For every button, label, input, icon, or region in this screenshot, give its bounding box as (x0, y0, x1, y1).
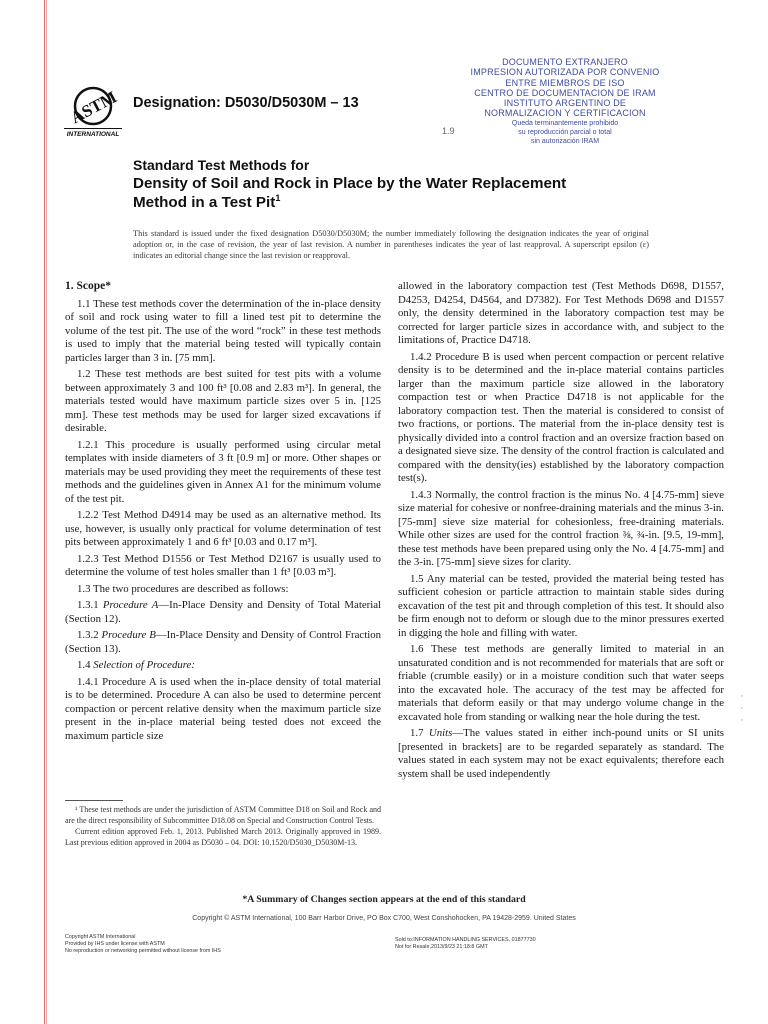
para-italic: Units (428, 727, 453, 739)
footnotes (65, 800, 381, 849)
license-line: Sold to:INFORMATION HANDLING SERVICES, 01877730 (395, 937, 536, 943)
stamp-small-line: su reproducción parcial o total (518, 128, 612, 136)
svg-text:ASTM: ASTM (67, 87, 120, 128)
footnote: Current edition approved Feb. 1, 2013. Published March 2013. Originally approved in 1989. Last previous edition approved in 2004 as D5030 – 04. DOI: 10.1520/D5030_D5030M-13. (65, 827, 381, 847)
title-line-2: Density of Soil and Rock in Place by the Water Replacement (133, 175, 567, 192)
stamp-line: ENTRE MIEMBROS DE ISO (505, 77, 625, 88)
title-line-3-text: Method in a Test Pit (133, 194, 276, 211)
license-line: Copyright ASTM International (65, 934, 136, 940)
paragraph (65, 599, 381, 626)
paragraph (65, 629, 381, 656)
paragraph (398, 727, 724, 781)
title-line-3 (133, 193, 566, 212)
title-line-1: Standard Test Methods for (133, 157, 310, 173)
para-italic: Selection of Procedure: (93, 659, 195, 671)
copyright-line: Copyright © ASTM International, 100 Barr Harbor Drive, PO Box C700, West Conshohocken, PA 19428-2959. United States (192, 915, 576, 922)
logo-text: INTERNATIONAL (66, 131, 120, 138)
stamp-small-line: Queda terminantemente prohibido (511, 119, 619, 127)
license-line: Provided by IHS under license with ASTM (65, 940, 165, 947)
paragraph: 1.2.3 Test Method D1556 or Test Method D2167 is usually used to determine the volume of test holes smaller than 1 ft³ [0.03 m³]. (65, 552, 381, 578)
paragraph: 1.1 These test methods cover the determination of the in-place density of soil and rock using water to fill a lined test pit to determine the volume of the test pit. The use of the word “rock” in these test methods is used to imply that the material being tested will typically contain particles larger than 3 in. [75 mm]. (65, 297, 381, 364)
paragraph: 1.6 These test methods are generally limited to material in an unsaturated condition and is not recommended for materials that are soft or friable (crumble easily) or in a moisture condition such that water seeps into the excavated hole. The accuracy of the test may be affected for materials that deform easily or that may undergo volume change in the excavated hole from standing or walking near the hole during the test. (398, 643, 724, 723)
designation-notice: This standard is issued under the fixed designation D5030/D5030M; the number immediately following the designation indicates the year of original adoption or, in the case of revision, the year of last revision. A number in parentheses indicates the year of last reapproval. A superscript epsilon (ε) indicates an editorial change since the last revision or reapproval. (133, 229, 649, 260)
document-title (133, 156, 566, 212)
para-text: —The values stated in either inch-pound units or SI units [presented in brackets] are to be regarded separately as standard. The values stated in each system may not be exact equivalents; therefore each system shall be used independently (398, 727, 724, 780)
left-column (65, 280, 381, 746)
para-number: 1.3.2 (77, 629, 102, 641)
astm-logo (60, 84, 126, 138)
stamp-small-line: sin autorización IRAM (530, 137, 600, 145)
paragraph: 1.5 Any material can be tested, provided the material being tested has sufficient cohesion or particle attraction to maintain stable sides during excavation of the test pit and through completion of this test. It should also be firm enough not to deform or slough due to the minor pressures exerted in digging the hole and filling with water. (398, 572, 724, 639)
para-number: 1.7 (410, 727, 429, 739)
para-italic: Procedure A (102, 599, 159, 611)
section-heading-scope: 1. Scope* (65, 280, 111, 292)
stamp-mark: 1.9 (442, 126, 455, 136)
footnote: ¹ These test methods are under the jurisdiction of ASTM Committee D18 on Soil and Rock and are the direct responsibility of Subcommittee D18.08 on Special and Construction Control Tests. (65, 805, 381, 825)
stamp-line: IMPRESION AUTORIZADA POR CONVENIO (470, 67, 660, 78)
paragraph: 1.4.3 Normally, the control fraction is the minus No. 4 [4.75-mm] sieve size material for cohesive or nonfree-draining materials and the minus 3-in. [75-mm] sieve size material for cohesionless, free-draining materials. While other sizes are used for the control fraction ⅜, ¾-in. [9.5, 19-mm], these test methods have been prepared using only the No. 4 [4.75-mm] and the 3-in. [75-mm] sieve sizes for clarity. (398, 488, 724, 568)
stamp-line: CENTRO DE DOCUMENTACION DE IRAM (474, 87, 656, 98)
license-line: No reproduction or networking permitted without license from IHS (65, 947, 221, 954)
paragraph: 1.4.2 Procedure B is used when percent compaction or percent relative density is to be determined and the in-place material contains particles larger than the maximum particle size allowed in the laboratory compaction test or when Practice D4718 is not applicable for the laboratory compaction test. Then the material is considered to consist of two fractions, or portions. The material from the in-place density test is physically divided into a control fraction and an oversize fraction based on a designated sieve size. The density of the control fraction is calculated and compared with the density(ies) established by the laboratory compaction test(s). (398, 350, 724, 484)
margin-redline-secondary (46, 0, 47, 1024)
footnote-rule (65, 800, 123, 801)
paragraph: 1.2.2 Test Method D4914 may be used as an alternative method. Its use, however, is usually only practical for volume determination of test pits between approximately 1 and 6 ft³ [0.03 and 0.17 m³]. (65, 509, 381, 548)
para-text: —In-Place Density and Density of Control Fraction (Section 13). (65, 629, 381, 655)
paragraph (65, 659, 381, 673)
para-number: 1.4 (77, 659, 94, 671)
stamp-line: INSTITUTO ARGENTINO DE (503, 98, 627, 109)
license-right (395, 937, 536, 951)
stamp (470, 57, 660, 146)
summary-note: *A Summary of Changes section appears at the end of this standard (242, 894, 526, 905)
license-left (65, 934, 221, 954)
right-column (398, 280, 724, 784)
stamp-line: DOCUMENTO EXTRANJERO (502, 57, 628, 67)
title-footnote-ref: 1 (275, 192, 281, 203)
para-italic: Procedure B (101, 629, 156, 641)
stamp-line: NORMALIZACION Y CERTIFICACION (484, 108, 646, 119)
paragraph: 1.3 The two procedures are described as follows: (77, 582, 289, 595)
paragraph: allowed in the laboratory compaction test (Test Methods D698, D1557, D4253, D4254, D4564, and D7382). For Test Methods D698 and D1557 only, the density determined in the laboratory compaction test may be corrected for larger particle sizes in accordance with, and subject to the limitations of, Practice D4718. (398, 280, 724, 346)
paragraph: 1.2 These test methods are best suited for test pits with a volume between approximately 3 and 100 ft³ [0.08 and 2.83 m³]. In general, the materials tested would have maximum particle sizes over 5 in. [125 mm]. These test methods may be used for larger sized excavations if desirable. (65, 368, 381, 434)
margin-redline (44, 0, 45, 1024)
paragraph: 1.4.1 Procedure A is used when the in-place density of total material is to be determined. Procedure A can also be used to determine percent compaction or percent relative density when the maximum particle size present in the in-place material being tested does not exceed the maximum particle size (65, 675, 381, 742)
license-line: Not for Resale,2013/9/23 21:18:8 GMT (395, 943, 488, 950)
para-number: 1.3.1 (77, 599, 103, 611)
margin-mark: · · · (740, 690, 744, 726)
paragraph: 1.2.1 This procedure is usually performed using circular metal templates with inside diameters of 3 ft [0.9 m] or more. Other shapes or materials may be used providing they meet the requirements of these test methods and the guidelines given in Annex A1 for the minimum volume of the test pit. (65, 438, 381, 505)
para-text: —In-Place Density and Density of Total Material (Section 12). (65, 599, 382, 625)
designation: Designation: D5030/D5030M – 13 (133, 95, 359, 111)
